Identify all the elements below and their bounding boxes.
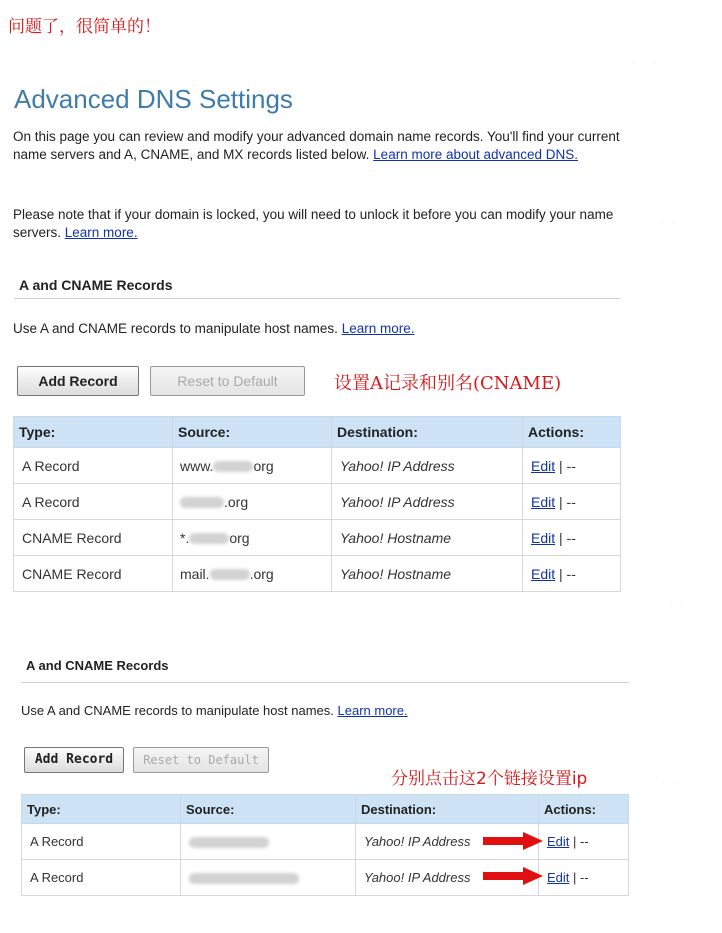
source-prefix: *. xyxy=(180,529,190,546)
row-actions xyxy=(523,556,621,592)
lock-text: Please note that if your domain is locked, you will need to unlock it before you can modify your name servers. xyxy=(13,207,614,240)
col-actions: Actions: xyxy=(539,795,629,824)
table-header-row xyxy=(14,417,621,448)
row-destination: Yahoo! IP Address xyxy=(356,824,539,860)
actions-separator: | -- xyxy=(555,565,576,582)
records-table xyxy=(13,416,621,592)
table-row xyxy=(14,556,621,592)
row-destination: Yahoo! IP Address xyxy=(332,484,523,520)
actions-separator: | -- xyxy=(555,529,576,546)
table-row xyxy=(14,448,621,484)
row-source xyxy=(181,824,356,860)
table-row xyxy=(14,520,621,556)
col-source: Source: xyxy=(173,417,332,448)
intro-paragraph xyxy=(13,128,625,164)
actions-separator: | -- xyxy=(569,834,589,849)
row-source xyxy=(173,556,332,592)
table-row xyxy=(14,484,621,520)
redacted-text xyxy=(189,533,229,544)
add-record-button[interactable]: Add Record xyxy=(24,747,124,773)
redacted-text xyxy=(189,873,299,884)
row-type: A Record xyxy=(22,824,181,860)
row-actions xyxy=(523,520,621,556)
col-type: Type: xyxy=(14,417,173,448)
page-title: Advanced DNS Settings xyxy=(14,84,293,114)
section-desc-text: Use A and CNAME records to manipulate host names. xyxy=(21,703,334,718)
redacted-text xyxy=(180,497,224,508)
row-actions xyxy=(523,448,621,484)
section-divider xyxy=(21,682,629,683)
learn-more-records-link[interactable]: Learn more. xyxy=(337,703,408,718)
source-suffix: .org xyxy=(224,493,249,510)
row-actions xyxy=(523,484,621,520)
records-panel-zoomed xyxy=(13,640,638,902)
learn-more-records-link[interactable]: Learn more. xyxy=(341,321,415,336)
learn-more-lock-link[interactable]: Learn more. xyxy=(64,225,138,240)
row-destination: Yahoo! IP Address xyxy=(356,860,539,896)
red-arrow-icon xyxy=(483,867,543,885)
section-heading: A and CNAME Records xyxy=(19,277,173,293)
row-source xyxy=(173,520,332,556)
redacted-text xyxy=(210,569,250,580)
row-actions xyxy=(539,824,629,860)
add-record-button[interactable]: Add Record xyxy=(17,366,139,396)
intro-text: On this page you can review and modify your advanced domain name records. You'll find your current name servers and A, CNAME, and MX records listed below. xyxy=(13,129,620,162)
edit-link[interactable]: Edit xyxy=(531,529,556,546)
records-annotation: 设置A记录和别名(CNAME) xyxy=(334,373,562,394)
row-destination: Yahoo! Hostname xyxy=(332,520,523,556)
learn-more-advanced-dns-link[interactable]: Learn more about advanced DNS. xyxy=(373,147,579,162)
row-type: CNAME Record xyxy=(14,556,173,592)
section-heading: A and CNAME Records xyxy=(26,658,169,673)
source-suffix: .org xyxy=(249,565,274,582)
source-suffix: org xyxy=(253,457,274,474)
row-source xyxy=(173,484,332,520)
col-destination: Destination: xyxy=(356,795,539,824)
row-type: CNAME Record xyxy=(14,520,173,556)
col-actions: Actions: xyxy=(523,417,621,448)
source-prefix: www. xyxy=(180,457,214,474)
actions-separator: | -- xyxy=(569,870,589,885)
table-header-row xyxy=(22,795,629,824)
source-prefix: mail. xyxy=(180,565,210,582)
row-source xyxy=(181,860,356,896)
row-destination: Yahoo! Hostname xyxy=(332,556,523,592)
edit-link[interactable]: Edit xyxy=(531,493,556,510)
row-type: A Record xyxy=(22,860,181,896)
reset-to-default-button[interactable]: Reset to Default xyxy=(150,366,305,396)
red-arrow-icon xyxy=(483,832,543,850)
edit-link[interactable]: Edit xyxy=(531,457,556,474)
col-destination: Destination: xyxy=(332,417,523,448)
row-actions xyxy=(539,860,629,896)
edit-link[interactable]: Edit xyxy=(547,870,570,885)
col-type: Type: xyxy=(22,795,181,824)
section-divider xyxy=(14,298,620,299)
lock-paragraph xyxy=(13,206,625,242)
top-annotation-note: 问题了，很简单的！ xyxy=(8,17,161,37)
row-type: A Record xyxy=(14,484,173,520)
row-destination: Yahoo! IP Address xyxy=(332,448,523,484)
edit-link[interactable]: Edit xyxy=(531,565,556,582)
edit-link[interactable]: Edit xyxy=(547,834,570,849)
row-type: A Record xyxy=(14,448,173,484)
edit-links-annotation: 分别点击这2个链接设置ip xyxy=(391,769,588,789)
redacted-text xyxy=(189,837,269,848)
col-source: Source: xyxy=(181,795,356,824)
source-suffix: org xyxy=(229,529,250,546)
section-description xyxy=(21,702,633,720)
row-source xyxy=(173,448,332,484)
reset-to-default-button[interactable]: Reset to Default xyxy=(133,747,269,773)
actions-separator: | -- xyxy=(555,493,576,510)
section-desc-text: Use A and CNAME records to manipulate host names. xyxy=(13,321,338,336)
actions-separator: | -- xyxy=(555,457,576,474)
section-description xyxy=(13,320,625,338)
redacted-text xyxy=(213,461,253,472)
dns-settings-panel xyxy=(8,82,625,592)
